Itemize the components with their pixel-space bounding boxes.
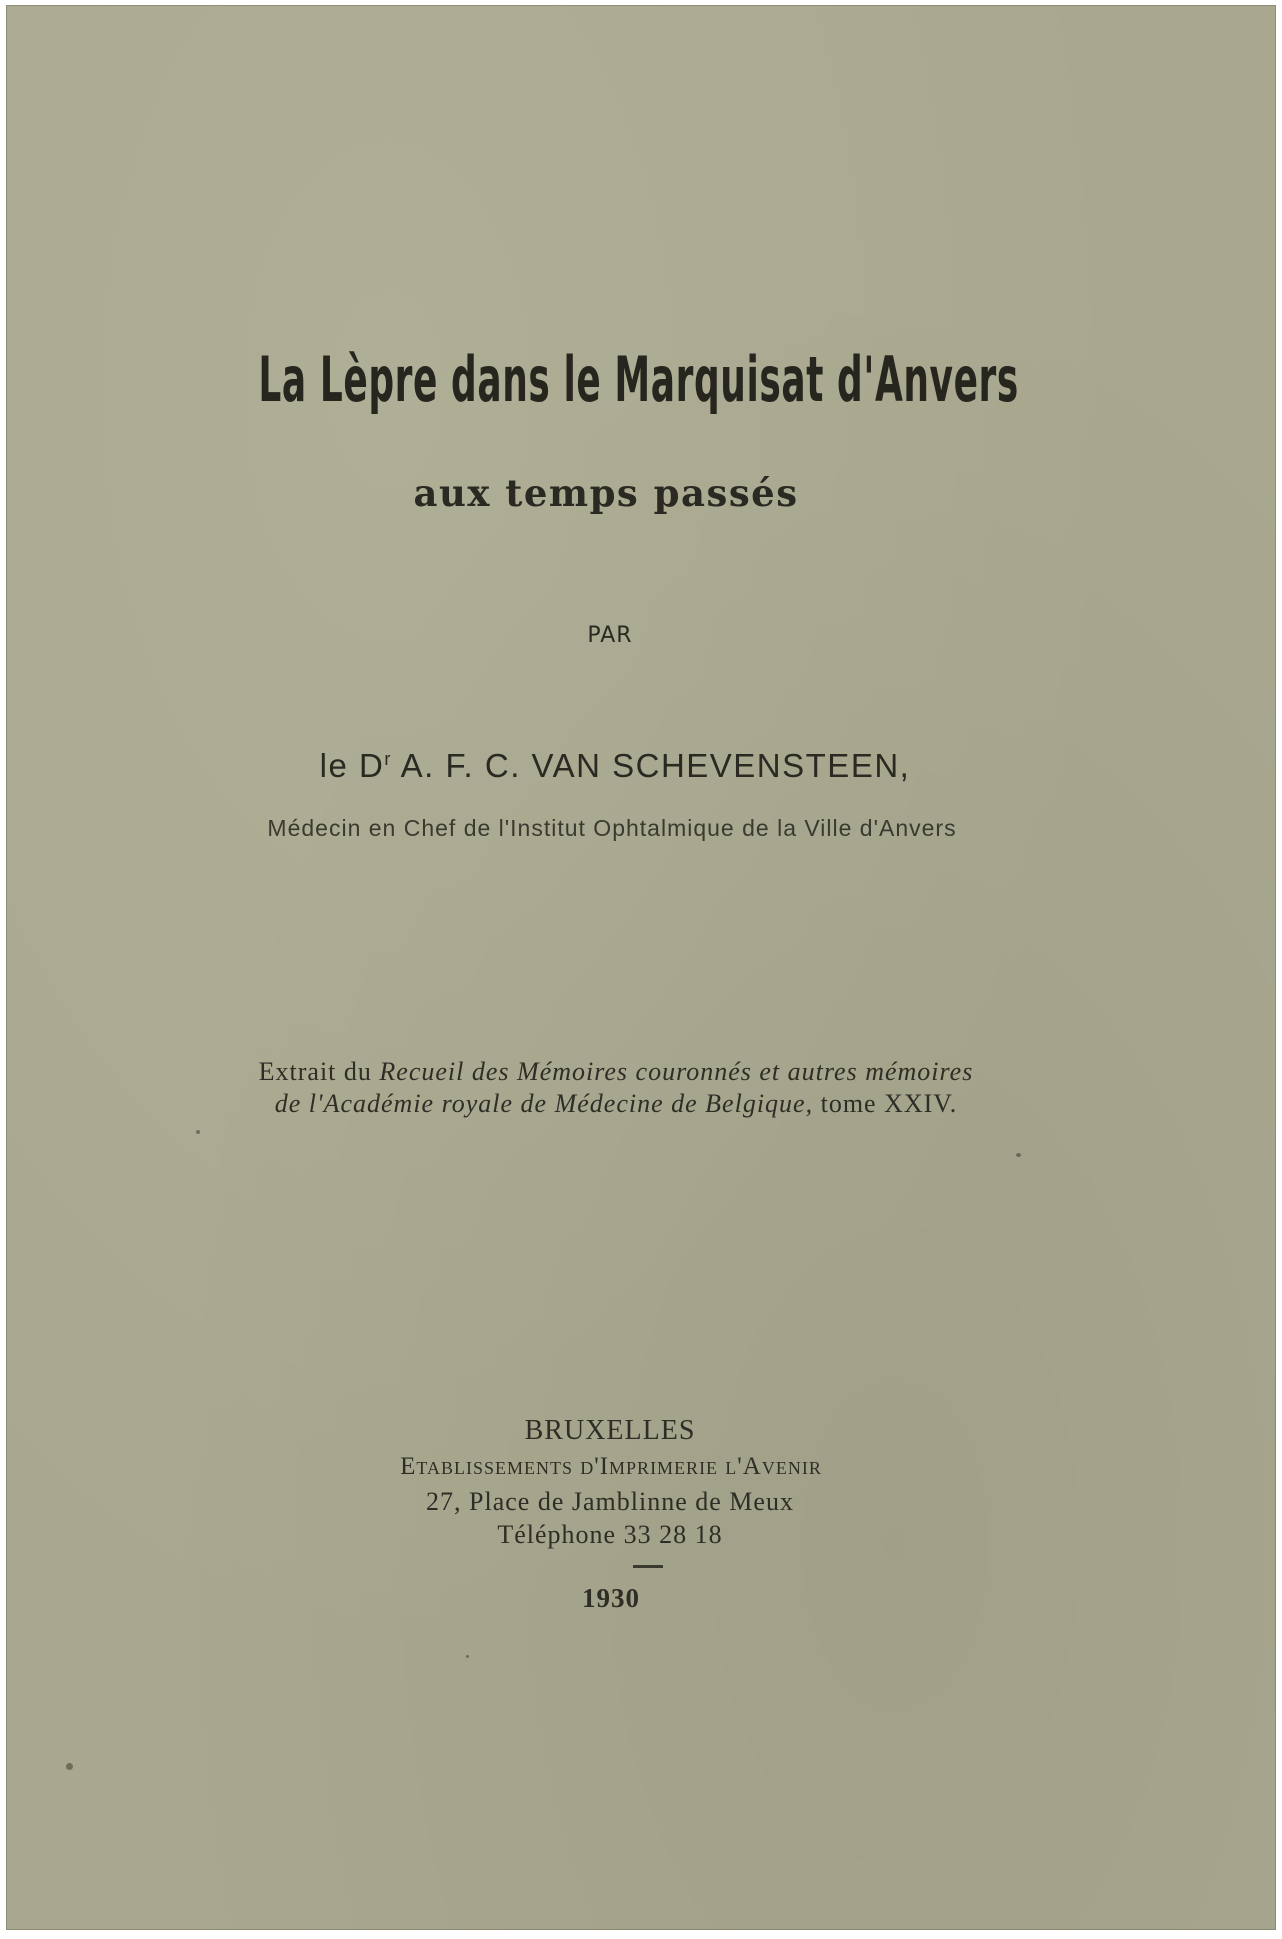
author-prefix: le D [319,747,385,784]
publisher-printer: Etablissements d'Imprimerie l'Avenir [400,1453,822,1480]
author-prefix-superscript: r [384,749,392,769]
publisher-phone: Téléphone 33 28 18 [497,1520,723,1549]
book-subtitle: aux temps passés [413,471,799,515]
extract-line-1 [6,1056,1226,1088]
paper-speck [1016,1153,1021,1157]
publication-year: 1930 [582,1583,640,1613]
extract-notice [6,1056,1226,1120]
extract-line-2-italic: de l'Académie royale de Médecine de Belgique, [274,1089,814,1118]
paper-speck [66,1763,73,1770]
publisher-address: 27, Place de Jamblinne de Meux [426,1487,794,1516]
extract-line-1-plain: Extrait du [258,1057,380,1086]
extract-line-2 [6,1088,1226,1120]
by-label: PAR [587,623,633,648]
extract-line-1-italic: Recueil des Mémoires couronnés et autres mémoires [379,1057,974,1086]
paper-speck [196,1130,200,1134]
author-role: Médecin en Chef de l'Institut Ophtalmique de la Ville d'Anvers [267,815,957,841]
extract-line-2-plain: tome XXIV. [813,1089,958,1118]
author-name: A. F. C. VAN SCHEVENSTEEN, [391,747,911,784]
year-divider [633,1565,663,1568]
paper-speck [466,1655,469,1658]
book-cover [6,5,1276,1930]
publisher-city: BRUXELLES [524,1415,696,1446]
author-line [6,747,1224,785]
book-title: La Lèpre dans le Marquisat d'Anvers [258,343,1019,416]
